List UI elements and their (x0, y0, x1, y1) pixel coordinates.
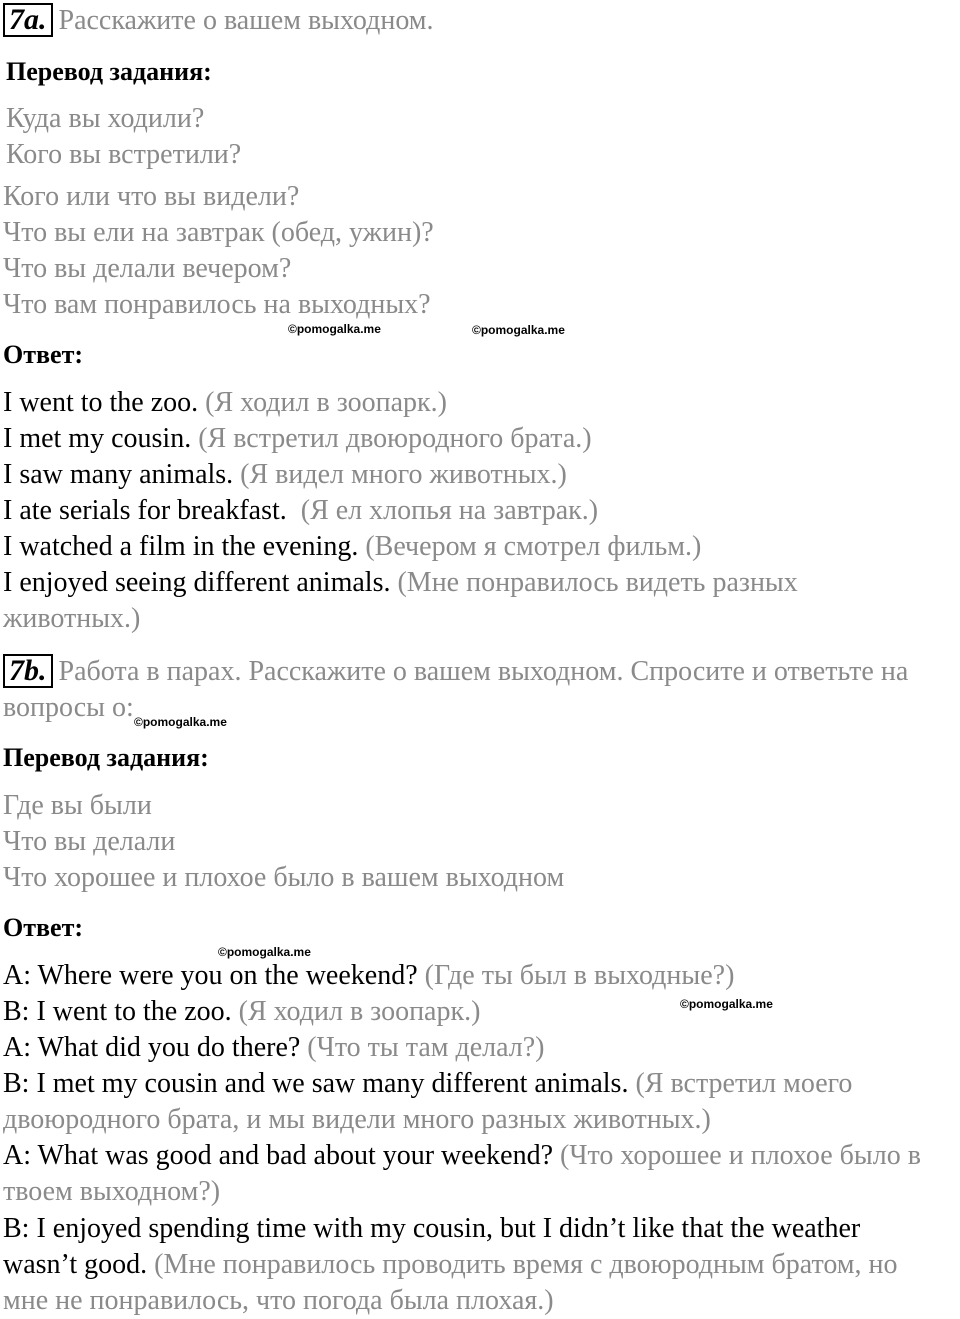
question-7a-2: Кого вы встретили? (6, 139, 242, 170)
question-7a-3: Кого или что вы видели? (3, 181, 300, 212)
translation-heading-7b: Перевод задания: (3, 743, 209, 772)
question-7a-6: Что вам понравилось на выходных? (3, 289, 431, 320)
dialogue-line-4 (3, 1066, 852, 1102)
answer-en: I saw many animals. (3, 459, 234, 490)
dialogue-ru: (Где ты был в выходные?) (424, 960, 735, 991)
answer-7a-5 (3, 529, 701, 565)
answer-7a-6 (3, 565, 798, 601)
dialogue-en: A: What did you do there? (3, 1032, 301, 1063)
question-7a-4: Что вы ели на завтрак (обед, ужин)? (3, 217, 434, 248)
answer-ru: (Я ел хлопья на завтрак.) (300, 495, 599, 526)
dialogue-line-6-cont (3, 1247, 898, 1283)
watermark: ©pomogalka.me (134, 715, 227, 729)
dialogue-line-3 (3, 1030, 545, 1066)
answer-en: I went to the zoo. (3, 387, 199, 418)
watermark: ©pomogalka.me (288, 322, 381, 336)
dialogue-en: A: Where were you on the weekend? (3, 960, 418, 991)
answer-en: I enjoyed seeing different animals. (3, 567, 391, 598)
answer-7a-2 (3, 421, 592, 457)
exercise-number-7b: 7b. (3, 654, 53, 688)
question-7b-1: Где вы были (3, 790, 152, 821)
answer-7a-6-cont: животных.) (3, 603, 141, 634)
dialogue-en: B: I went to the zoo. (3, 996, 232, 1027)
translation-heading-7a: Перевод задания: (6, 57, 212, 86)
dialogue-en: B: I met my cousin and we saw many different animals. (3, 1068, 629, 1099)
answer-ru: (Я встретил двоюродного брата.) (198, 423, 592, 454)
answer-7a-3 (3, 457, 567, 493)
dialogue-ru: (Что хорошее и плохое было в (560, 1140, 921, 1171)
question-7b-2: Что вы делали (3, 826, 176, 857)
dialogue-line-6-cont2: мне не понравилось, что погода была плохая.) (3, 1285, 554, 1316)
dialogue-line-6: B: I enjoyed spending time with my cousin, but I didn’t like that the weather (3, 1213, 861, 1244)
answer-ru: (Мне понравилось видеть разных (397, 567, 798, 598)
task-7b-cont: вопросы о: (3, 692, 134, 723)
dialogue-ru: (Что ты там делал?) (307, 1032, 545, 1063)
question-7b-3: Что хорошее и плохое было в вашем выходном (3, 862, 565, 893)
dialogue-ru: (Я ходил в зоопарк.) (238, 996, 481, 1027)
dialogue-line-5 (3, 1138, 921, 1174)
dialogue-line-2 (3, 994, 480, 1030)
dialogue-en: A: What was good and bad about your weekend? (3, 1140, 553, 1171)
question-7a-5: Что вы делали вечером? (3, 253, 292, 284)
answer-7a-4 (3, 493, 598, 529)
dialogue-line-4-cont: двоюродного брата, и мы видели много разных животных.) (3, 1104, 711, 1135)
question-7a-1: Куда вы ходили? (6, 103, 205, 134)
watermark: ©pomogalka.me (680, 997, 773, 1011)
dialogue-ru: (Мне понравилось проводить время с двоюродным братом, но (154, 1249, 898, 1280)
answer-ru: (Я видел много животных.) (240, 459, 567, 490)
answer-en: I met my cousin. (3, 423, 192, 454)
exercise-number-7a: 7a. (3, 3, 53, 37)
answer-7a-1 (3, 385, 447, 421)
dialogue-line-5-cont: твоем выходном?) (3, 1176, 221, 1207)
answer-en: I watched a film in the evening. (3, 531, 359, 562)
task-7b-text: Работа в парах. Расскажите о вашем выходном. Спросите и ответьте на (58, 656, 909, 687)
task-7b (3, 654, 908, 690)
dialogue-line-1 (3, 958, 734, 994)
answer-heading-7a: Ответ: (3, 340, 84, 369)
watermark: ©pomogalka.me (472, 323, 565, 337)
dialogue-ru: (Я встретил моего (635, 1068, 853, 1099)
task-7a-text: Расскажите о вашем выходном. (58, 5, 434, 36)
answer-ru: (Я ходил в зоопарк.) (205, 387, 447, 418)
answer-en: I ate serials for breakfast. (3, 495, 287, 526)
answer-ru: (Вечером я смотрел фильм.) (365, 531, 702, 562)
answer-heading-7b: Ответ: (3, 913, 84, 942)
watermark: ©pomogalka.me (218, 945, 311, 959)
task-7a (3, 3, 434, 39)
dialogue-en: wasn’t good. (3, 1249, 148, 1280)
